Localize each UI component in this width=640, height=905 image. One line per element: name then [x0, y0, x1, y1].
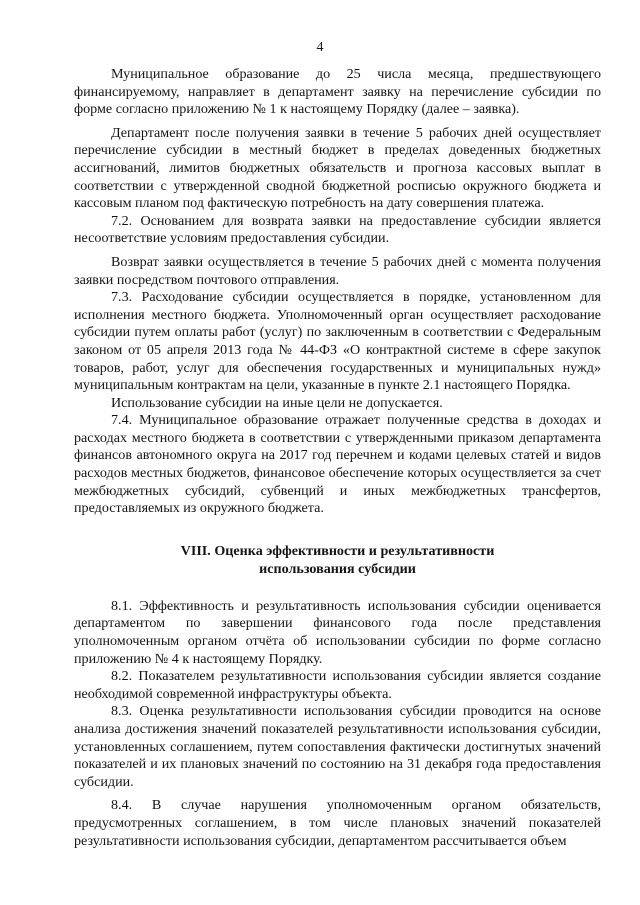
paragraph: Возврат заявки осуществляется в течение 5 рабочих дней с момента получения заявки посредством почтового отправления. [74, 253, 601, 288]
paragraph: 8.4. В случае нарушения уполномоченным органом обязательств, предусмотренных соглашением, в том числе плановых значений показателей результативности использования субсидии, департаментом рассчитывается объем [74, 797, 601, 849]
paragraph: 8.2. Показателем результативности использования субсидии является создание необходимой современной инфраструктуры объекта. [74, 668, 601, 702]
section-heading [74, 542, 601, 578]
paragraph: 7.4. Муниципальное образование отражает полученные средства в доходах и расходах местного бюджета в соответствии с утвержденными приказом департамента финансов автономного округа на 2017 год перечнем и кодами целевых статей и видов расходов местных бюджетов, финансовое обеспечение которых осуществляется за счет межбюджетных субсидий, субвенций и иных межбюджетных трансфертов, предоставляемых из окружного бюджета. [74, 412, 601, 517]
paragraph: Департамент после получения заявки в течение 5 рабочих дней осуществляет перечисление субсидии в местный бюджет в пределах доведенных бюджетных ассигнований, лимитов бюджетных обязательств и прогноза кассовых выплат в соответствии с утвержденной сводной бюджетной росписью окружного бюджета и кассовым планом под фактическую потребность на дату совершения платежа. [74, 124, 601, 212]
page-number: 4 [316, 40, 324, 55]
section-heading-line2: использования субсидии [259, 560, 416, 577]
paragraph: 8.3. Оценка результативности использования субсидии проводится на основе анализа достижения значений показателей результативности использования субсидии, установленных соглашением, путем сопоставления фактически достигнутых значений показателей и их плановых значений по состоянию на 31 декабря года предоставления субсидии. [74, 703, 601, 790]
document-body [74, 66, 601, 850]
paragraph: Использование субсидии на иные цели не допускается. [111, 394, 443, 411]
paragraph: 7.2. Основанием для возврата заявки на предоставление субсидии является несоответствие условиям предоставления субсидии. [74, 212, 601, 247]
paragraph: 7.3. Расходование субсидии осуществляется в порядке, установленном для исполнения местного бюджета. Уполномоченный орган осуществляет расходование субсидии путем оплаты работ (услуг) по заключенным в соответствии с Федеральным законом от 05 апреля 2013 года № 44-ФЗ «О контрактной системе в сфере закупок товаров, работ, услуг для обеспечения государственных и муниципальных нужд» муниципальным контрактам на цели, указанные в пункте 2.1 настоящего Порядка. [74, 289, 601, 394]
section-heading-line1: VIII. Оценка эффективности и результативности [180, 542, 495, 559]
paragraph: Муниципальное образование до 25 числа месяца, предшествующего финансируемому, направляет в департамент заявку на перечисление субсидии по форме согласно приложению № 1 к настоящему Порядку (далее – заявка). [74, 66, 601, 118]
paragraph: 8.1. Эффективность и результативность использования субсидии оценивается департаментом по завершении финансового года после представления уполномоченным органом отчёта об использовании субсидии по форме согласно приложению № 4 к настоящему Порядку. [74, 597, 601, 667]
